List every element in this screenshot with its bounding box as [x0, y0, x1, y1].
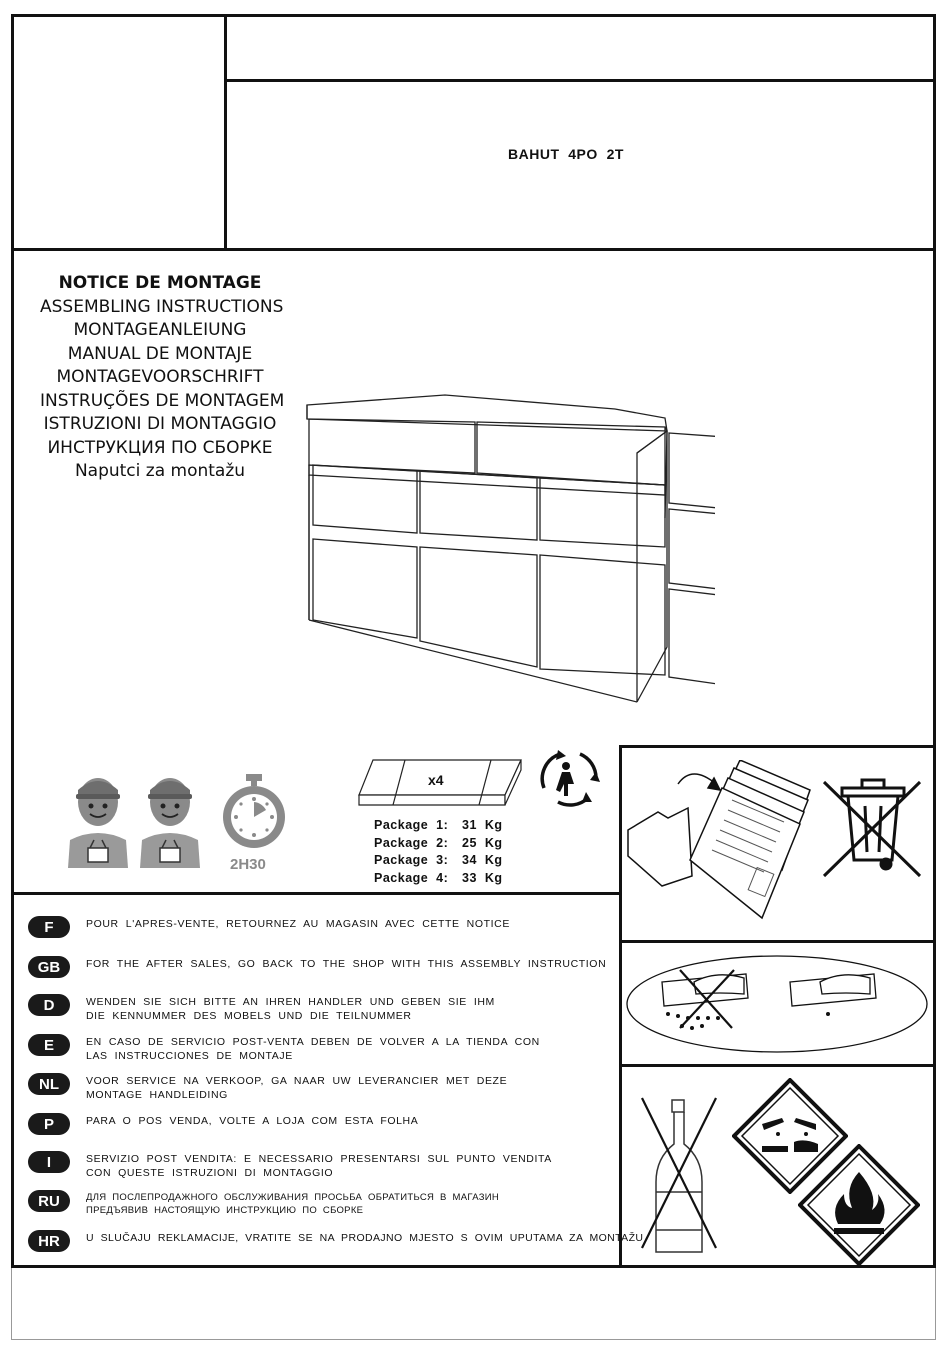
- language-badge: I: [28, 1151, 70, 1173]
- language-line: SERVIZIO POST VENDITA: E NECESSARIO PRESENTARSI SUL PUNTO VENDITA: [86, 1153, 552, 1165]
- header-bottom-divider: [11, 248, 936, 251]
- title-line: ISTRUZIONI DI MONTAGGIO: [43, 414, 277, 434]
- language-row-hr: [28, 1230, 643, 1258]
- package-label: Package 3:: [374, 853, 449, 867]
- cleaning-cloth-icon: [624, 952, 930, 1056]
- language-line: ДЛЯ ПОСЛЕПРОДАЖНОГО ОБСЛУЖИВАНИЯ ПРОСЬБА ОБРАТИТЬСЯ В МАГАЗИН: [86, 1192, 500, 1203]
- language-line: ПРЕДЪЯВИВ НАСТОЯЩУЮ ИНСТРУКЦИЮ ПО СБОРКЕ: [86, 1204, 364, 1216]
- title-line: Naputci za montažu: [74, 461, 246, 481]
- package-row: [374, 871, 503, 885]
- language-text: [86, 918, 510, 932]
- language-line: POUR L'APRES-VENTE, RETOURNEZ AU MAGASIN AVEC CETTE NOTICE: [86, 918, 510, 930]
- title-line: INSTRUÇÕES DE MONTAGEM: [40, 390, 285, 411]
- package-label: Package 2:: [374, 836, 449, 850]
- language-line: EN CASO DE SERVICIO POST-VENTA DEBEN DE VOLVER A LA TIENDA CON: [86, 1036, 540, 1048]
- package-label: Package 4:: [374, 871, 449, 885]
- language-row-nl: [28, 1073, 507, 1101]
- triman-recycle-icon: [538, 748, 602, 808]
- package-label: Package 1:: [374, 818, 449, 832]
- title-line: NOTICE DE MONTAGE: [58, 273, 262, 293]
- package-count: x4: [428, 772, 444, 788]
- language-row-i: [28, 1151, 552, 1179]
- language-line: FOR THE AFTER SALES, GO BACK TO THE SHOP WITH THIS ASSEMBLY INSTRUCTION: [86, 958, 607, 970]
- package-row: [374, 818, 503, 832]
- language-text: [86, 1075, 507, 1102]
- language-text: [86, 958, 606, 972]
- package-row: [374, 836, 503, 850]
- two-persons-icon: [66, 774, 206, 870]
- language-row-d: [28, 994, 495, 1022]
- language-text: [86, 996, 495, 1023]
- header-row-divider: [224, 79, 936, 82]
- instruction-titles: [40, 272, 285, 484]
- assembly-time: 2H30: [230, 856, 266, 873]
- language-line: CON QUESTE ISTRUZIONI DI MONTAGGIO: [86, 1166, 334, 1179]
- stopwatch-icon: [218, 772, 290, 852]
- folder-keep-icon: [622, 760, 934, 930]
- bottom-frame: [11, 1268, 936, 1340]
- bottom-left-divider: [11, 892, 621, 895]
- language-text: [86, 1153, 552, 1180]
- language-line: DIE KENNUMMER DES MOBELS UND DIE TEILNUMMER: [86, 1009, 412, 1022]
- package-weight: 31 Kg: [462, 818, 503, 832]
- language-text: [86, 1192, 499, 1217]
- language-row-e: [28, 1034, 540, 1062]
- language-text: [86, 1232, 643, 1246]
- header-vertical-divider: [224, 14, 227, 250]
- title-line: MANUAL DE MONTAJE: [67, 343, 253, 364]
- sideboard-illustration: [295, 385, 715, 725]
- title-line: MONTAGEVOORSCHRIFT: [56, 367, 264, 387]
- language-line: MONTAGE HANDLEIDING: [86, 1088, 228, 1101]
- title-line: MONTAGEANLEIUNG: [73, 320, 247, 340]
- language-badge: D: [28, 994, 70, 1016]
- language-row-f: [28, 916, 510, 944]
- language-line: LAS INSTRUCCIONES DE MONTAJE: [86, 1049, 293, 1062]
- language-badge: GB: [28, 956, 70, 978]
- language-line: PARA O POS VENDA, VOLTE A LOJA COM ESTA FOLHA: [86, 1115, 419, 1127]
- language-badge: HR: [28, 1230, 70, 1252]
- package-weight: 25 Kg: [462, 836, 503, 850]
- language-badge: RU: [28, 1190, 70, 1212]
- package-weight: 33 Kg: [462, 871, 503, 885]
- package-row: [374, 853, 503, 867]
- flammable-hazard-icon: [798, 1144, 920, 1266]
- language-line: WENDEN SIE SICH BITTE AN IHREN HANDLER UND GEBEN SIE IHM: [86, 996, 495, 1008]
- language-badge: P: [28, 1113, 70, 1135]
- language-badge: F: [28, 916, 70, 938]
- language-text: [86, 1036, 540, 1063]
- language-line: U SLUČAJU REKLAMACIJE, VRATITE SE NA PRODAJNO MJESTO S OVIM UPUTAMA ZA MONTAŽU: [86, 1232, 644, 1244]
- language-text: [86, 1115, 418, 1129]
- language-badge: NL: [28, 1073, 70, 1095]
- language-row-p: [28, 1113, 418, 1141]
- language-line: VOOR SERVICE NA VERKOOP, GA NAAR UW LEVERANCIER MET DEZE: [86, 1075, 508, 1087]
- product-name: BAHUT 4PO 2T: [508, 146, 624, 162]
- language-row-ru: [28, 1190, 499, 1218]
- title-line: ASSEMBLING INSTRUCTIONS: [40, 296, 284, 317]
- title-line: ИНСТРУКЦИЯ ПО СБОРКЕ: [47, 437, 273, 458]
- language-badge: E: [28, 1034, 70, 1056]
- language-row-gb: [28, 956, 606, 984]
- package-weight: 34 Kg: [462, 853, 503, 867]
- crossed-bottle-icon: [640, 1096, 720, 1256]
